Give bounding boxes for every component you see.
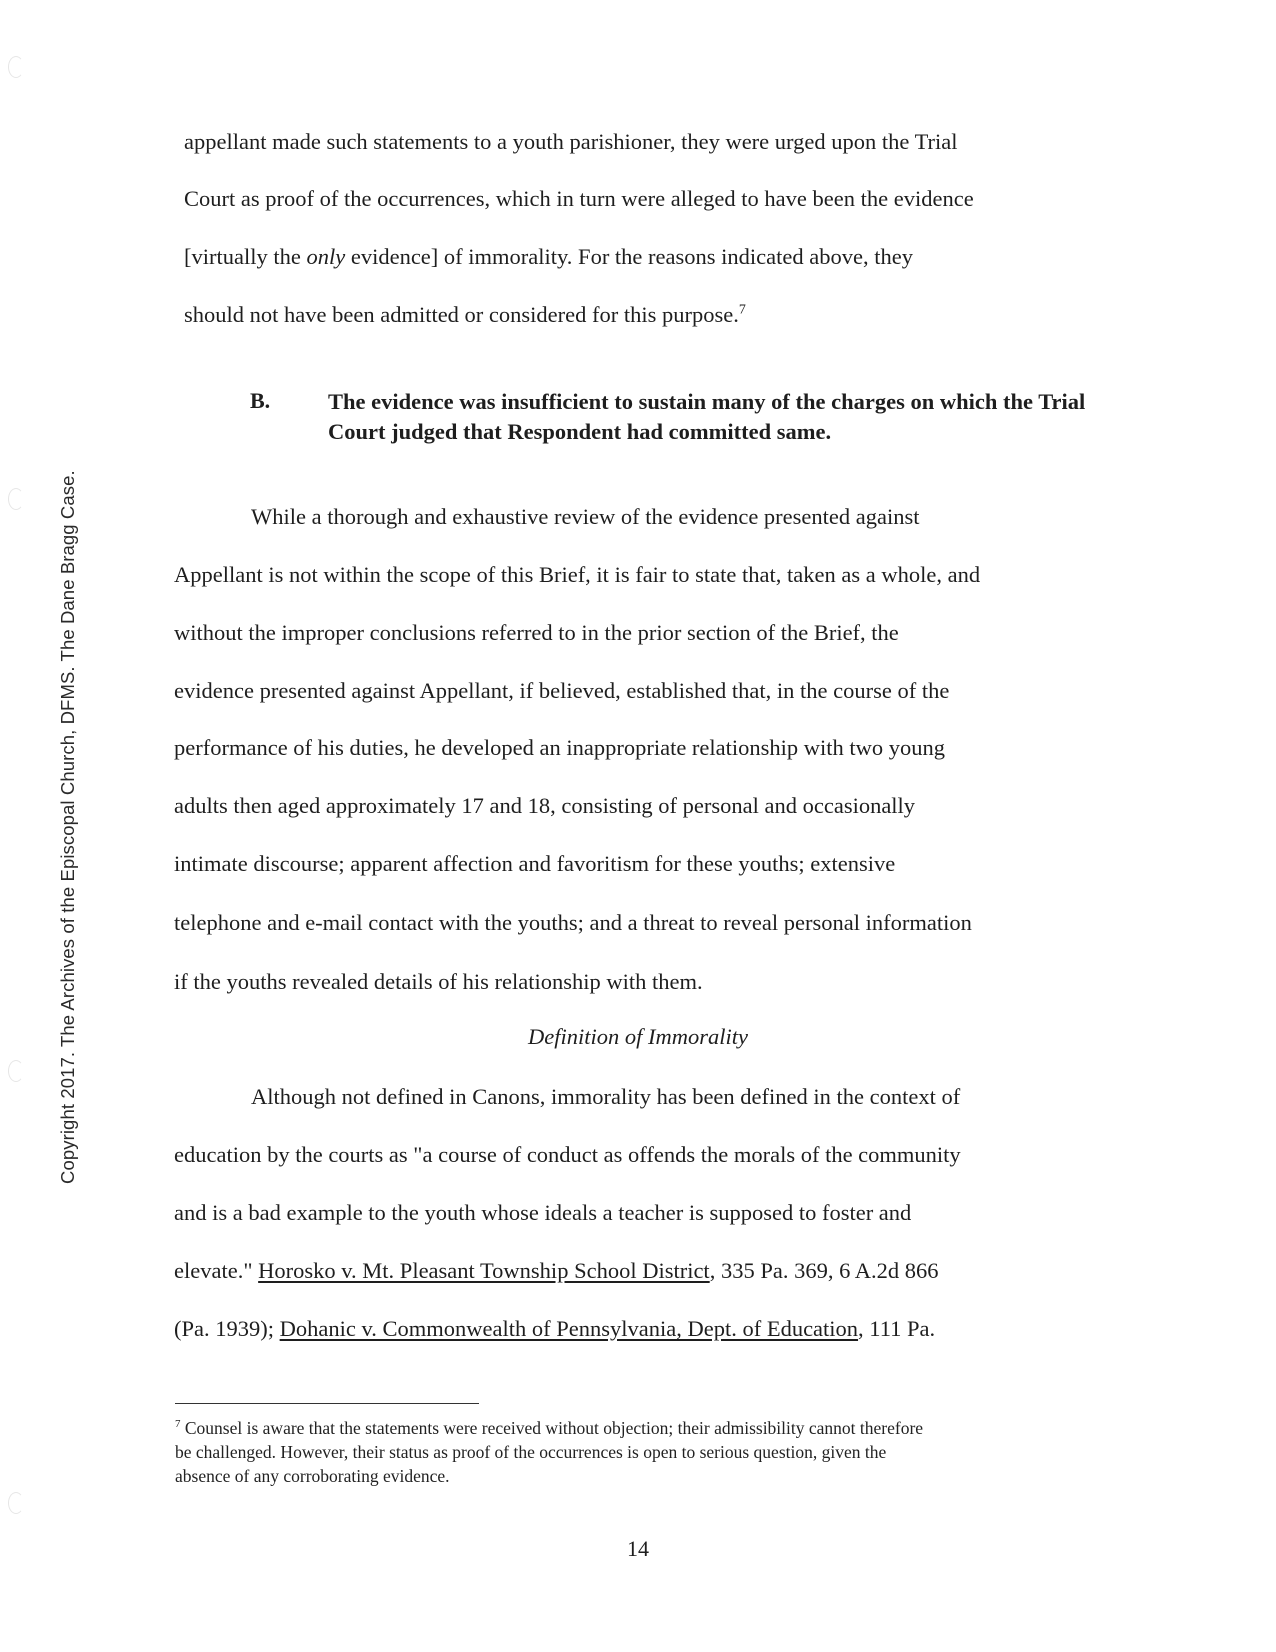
punch-hole-mark: [8, 1492, 24, 1514]
body-line: Although not defined in Canons, immorality has been defined in the context of: [251, 1084, 961, 1109]
body-line: [174, 1315, 935, 1343]
body-line: telephone and e-mail contact with the youths; and a threat to reveal personal information: [174, 910, 972, 935]
body-line: if the youths revealed details of his relationship with them.: [174, 969, 703, 994]
body-line: evidence presented against Appellant, if believed, established that, in the course of the: [174, 678, 950, 703]
body-line: performance of his duties, he developed an inappropriate relationship with two young: [174, 735, 946, 760]
page-number: 14: [627, 1536, 649, 1561]
section-heading: The evidence was insufficient to sustain many of the charges on which the Trial Court judged that Respondent had committed same.: [328, 389, 1086, 444]
punch-hole-mark: [8, 488, 24, 510]
body-line: adults then aged approximately 17 and 18, consisting of personal and occasionally: [174, 793, 916, 818]
footnote-reference[interactable]: 7: [738, 302, 746, 318]
body-line: While a thorough and exhaustive review of the evidence presented against: [251, 504, 920, 529]
footnote-marker: 7: [175, 1418, 181, 1431]
emphasis-text: only: [306, 244, 346, 269]
footnote-line: absence of any corroborating evidence.: [175, 1466, 450, 1486]
text-run: elevate.": [174, 1258, 259, 1283]
body-line: Court as proof of the occurrences, which in turn were alleged to have been the evidence: [184, 186, 974, 211]
punch-hole-mark: [8, 1060, 24, 1082]
footnote-line: be challenged. However, their status as proof of the occurrences is open to serious question, given the: [175, 1442, 887, 1462]
text-run: should not have been admitted or considered for this purpose.: [184, 302, 739, 327]
footnote-line: [175, 1416, 1095, 1440]
body-line: without the improper conclusions referred to in the prior section of the Brief, the: [174, 620, 899, 645]
section-letter: B.: [250, 388, 271, 413]
body-line: [174, 1257, 938, 1285]
body-line: [184, 243, 913, 271]
copyright-sidebar: Copyright 2017. The Archives of the Episcopal Church, DFMS. The Dane Bragg Case.: [57, 470, 78, 1184]
punch-hole-mark: [8, 56, 24, 78]
subheading: Definition of Immorality: [528, 1024, 748, 1049]
body-line: Appellant is not within the scope of this Brief, it is fair to state that, taken as a whole, and: [174, 562, 981, 587]
text-run: [virtually the: [184, 244, 307, 269]
case-citation: Horosko v. Mt. Pleasant Township School District: [258, 1258, 710, 1283]
case-citation: Dohanic v. Commonwealth of Pennsylvania, Dept. of Education: [279, 1316, 859, 1341]
text-run: Counsel is aware that the statements were received without objection; their admissibility cannot therefore: [184, 1418, 924, 1438]
footnote: [175, 1416, 1095, 1488]
text-run: evidence] of immorality. For the reasons indicated above, they: [345, 244, 913, 269]
body-line: and is a bad example to the youth whose ideals a teacher is supposed to foster and: [174, 1200, 912, 1225]
body-line: education by the courts as "a course of conduct as offends the morals of the community: [174, 1142, 961, 1167]
body-line: [184, 301, 746, 329]
body-line: appellant made such statements to a youth parishioner, they were urged upon the Trial: [184, 129, 958, 154]
text-run: (Pa. 1939);: [174, 1316, 280, 1341]
body-line: intimate discourse; apparent affection and favoritism for these youths; extensive: [174, 851, 896, 876]
footnote-divider: [175, 1403, 479, 1404]
text-run: , 111 Pa.: [858, 1316, 936, 1341]
text-run: , 335 Pa. 369, 6 A.2d 866: [709, 1258, 939, 1283]
